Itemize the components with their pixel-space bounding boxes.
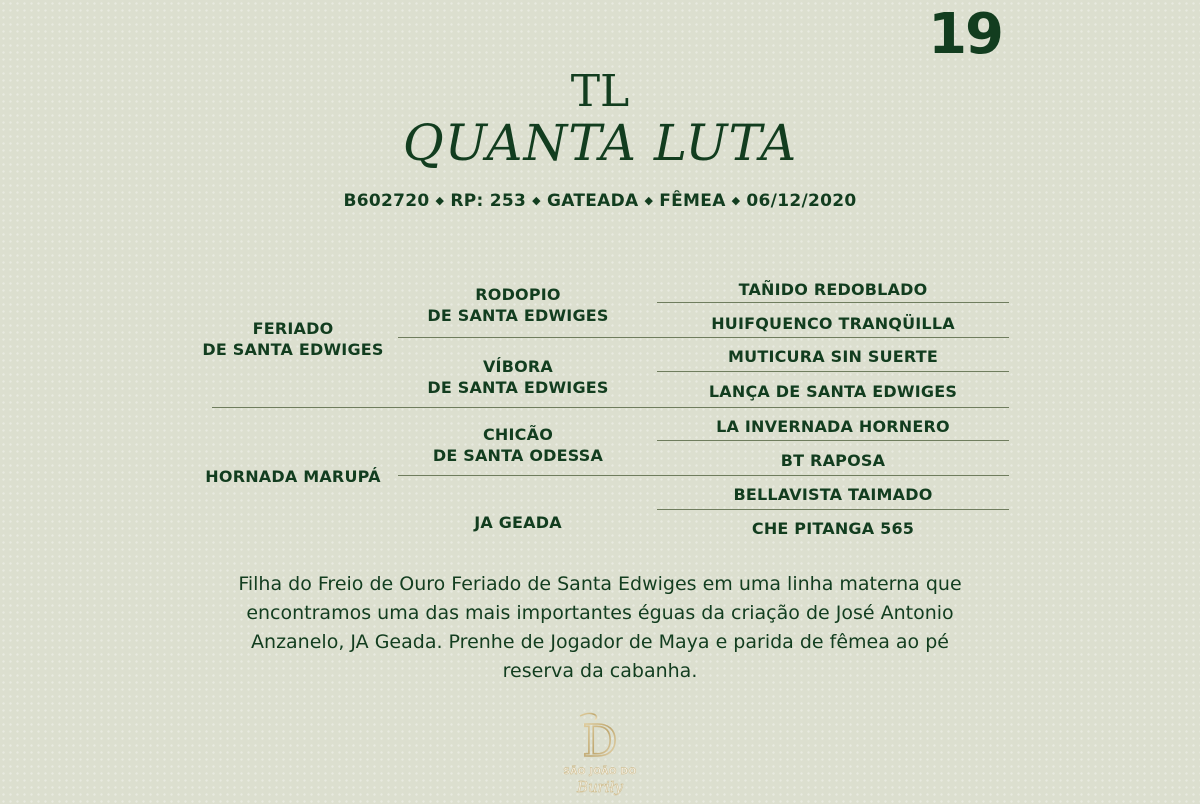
great-grandparent: HUIFQUENCO TRANQÜILLA	[711, 314, 955, 333]
registry-number: B602720	[343, 191, 430, 211]
sex: FÊMEA	[659, 191, 726, 211]
pedigree-sire-sire	[398, 284, 638, 326]
dam-dam-name: JA GEADA	[474, 513, 562, 532]
pedigree-divider	[657, 509, 1009, 510]
pedigree-dam-dam	[398, 512, 638, 533]
pedigree-divider	[398, 337, 1009, 338]
svg-text:Buriły: Buriły	[577, 778, 623, 796]
great-grandparent: BT RAPOSA	[780, 451, 886, 470]
rp-number: RP: 253	[450, 191, 527, 211]
diamond-separator-icon: ◆	[644, 194, 654, 207]
great-grandparent: CHE PITANGA 565	[751, 519, 915, 538]
pedigree-divider	[657, 302, 1009, 303]
horse-prefix: TL	[570, 66, 630, 117]
sire-dam-line1: VÍBORA	[482, 357, 554, 376]
diamond-separator-icon: ◆	[731, 194, 741, 207]
horse-name: QUANTA LUTA	[402, 114, 798, 172]
sire-name-line2: DE SANTA EDWIGES	[202, 340, 384, 359]
great-grandparent: LANÇA DE SANTA EDWIGES	[708, 382, 958, 401]
pedigree-dam-sire	[398, 424, 638, 466]
pedigree-sire-dam	[398, 356, 638, 398]
birth-date: 06/12/2020	[746, 191, 857, 211]
pedigree-divider	[657, 440, 1009, 441]
great-grandparent: BELLAVISTA TAIMADO	[733, 485, 933, 504]
great-grandparent: MUTICURA SIN SUERTE	[728, 347, 938, 366]
diamond-separator-icon: ◆	[532, 194, 541, 207]
logo-icon	[540, 710, 660, 800]
dam-name: HORNADA MARUPÁ	[205, 467, 381, 486]
coat-color: GATEADA	[546, 191, 639, 211]
sire-dam-line2: DE SANTA EDWIGES	[427, 378, 609, 397]
pedigree-divider	[212, 407, 1009, 408]
sao-joao-do-burity-logo	[540, 710, 660, 800]
dam-sire-line2: DE SANTA ODESSA	[432, 446, 604, 465]
sire-name-line1: FERIADO	[252, 319, 334, 338]
pedigree-sire	[188, 318, 398, 360]
description: Filha do Freio de Ouro Feriado de Santa Edwiges em uma linha materna que encontramos uma das mais importantes éguas da criação de José Antonio Anzanelo, JA Geada. Prenhe de Jogador de Maya e parida de fêmea ao pé reserva da cabanha.	[238, 573, 962, 682]
diamond-separator-icon: ◆	[435, 194, 445, 207]
great-grandparent: TAÑIDO REDOBLADO	[738, 280, 928, 299]
sire-sire-line1: RODOPIO	[475, 285, 561, 304]
horse-info	[0, 191, 1200, 211]
pedigree-divider	[657, 371, 1009, 372]
svg-text:SÃO JOÃO DO: SÃO JOÃO DO	[563, 767, 637, 777]
pedigree-dam	[188, 466, 398, 487]
svg-text:D: D	[582, 716, 618, 767]
sire-sire-line2: DE SANTA EDWIGES	[427, 306, 609, 325]
pedigree-divider	[398, 475, 1009, 476]
dam-sire-line1: CHICÃO	[482, 425, 553, 444]
lot-number: 19	[928, 2, 1002, 67]
great-grandparent: LA INVERNADA HORNERO	[716, 417, 950, 436]
